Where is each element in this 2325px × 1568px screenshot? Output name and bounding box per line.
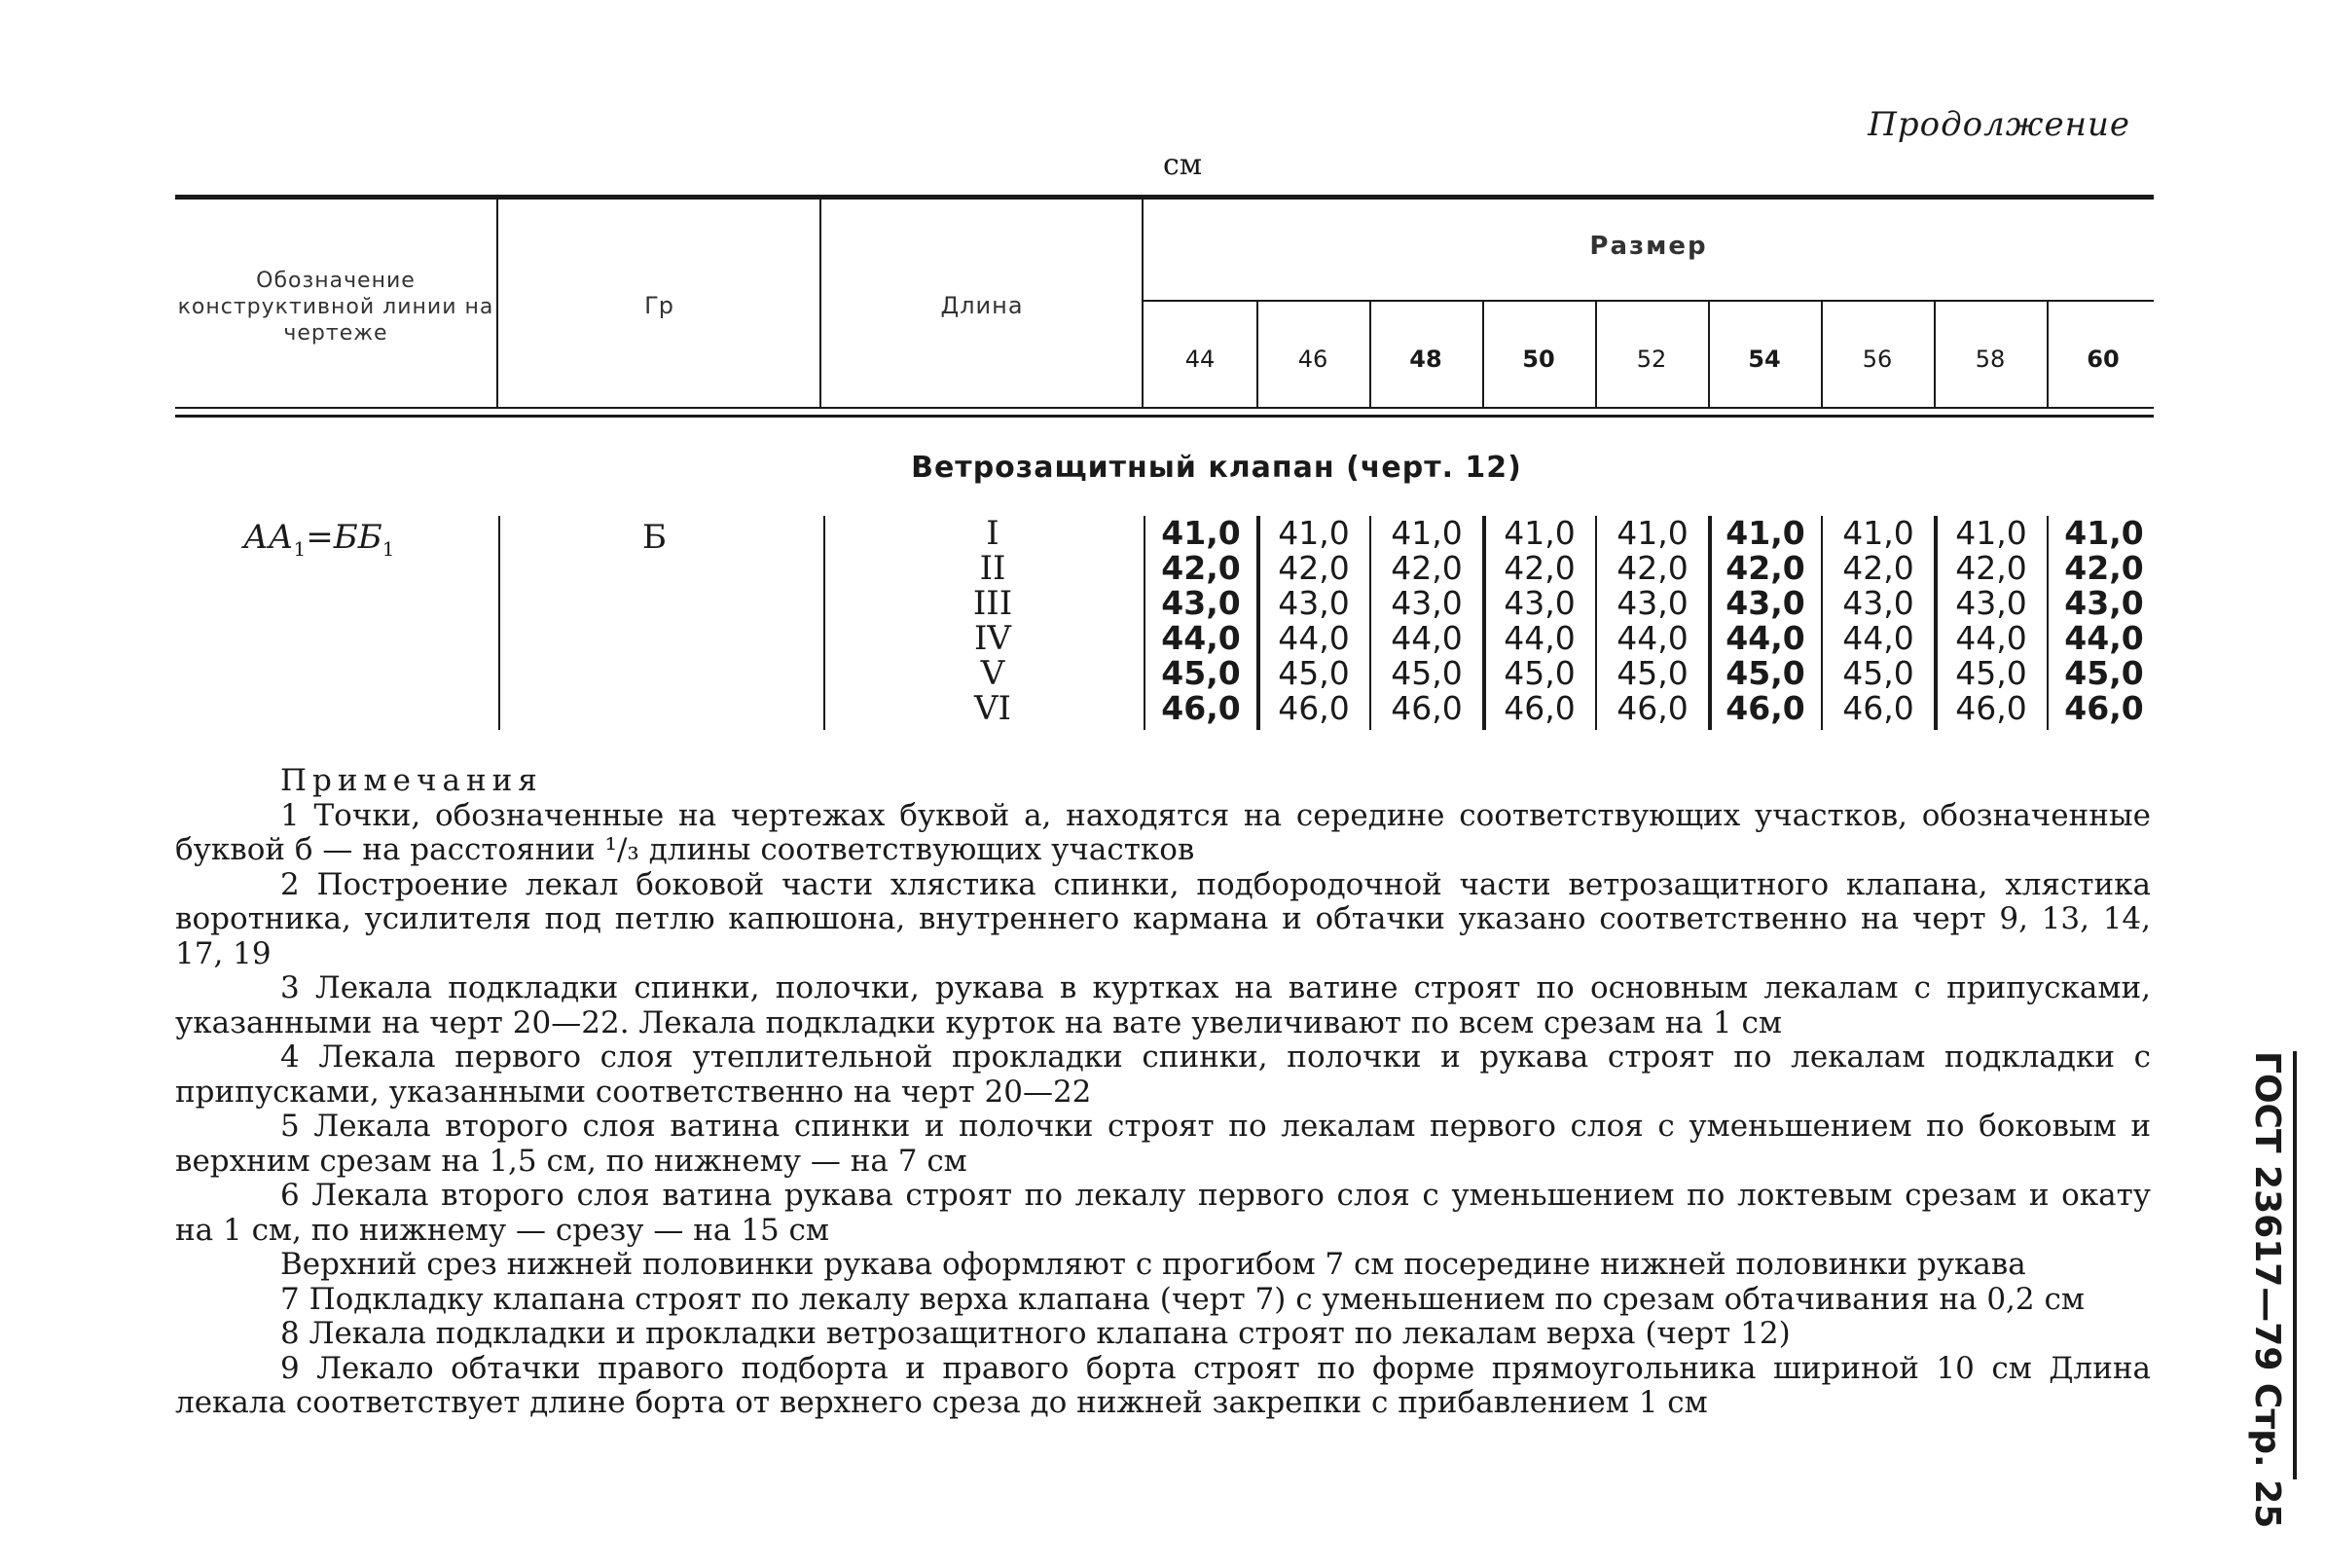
value-cell: 46,0 bbox=[1161, 689, 1241, 727]
size-header-rule bbox=[1144, 300, 2154, 302]
data-divider bbox=[1369, 516, 1371, 730]
continuation-label: Продолжение bbox=[1868, 105, 2130, 144]
size-divider bbox=[1256, 302, 1258, 407]
size-header-cell: 48 bbox=[1409, 346, 1442, 373]
value-cell: 43,0 bbox=[2064, 584, 2144, 622]
note-item: 4 Лекала первого слоя утеплительной прокладки спинки, полочки и рукава строят по лекалам подкладки с припусками, указанными соответственно на черт 20—22 bbox=[175, 1039, 2151, 1110]
size-divider bbox=[1482, 302, 1484, 407]
value-cell: 42,0 bbox=[1955, 549, 2027, 587]
length-cell: VI bbox=[974, 689, 1011, 728]
value-cell: 42,0 bbox=[1504, 549, 1576, 587]
size-divider bbox=[1708, 302, 1710, 407]
value-cell: 46,0 bbox=[1391, 689, 1463, 727]
note-item: 8 Лекала подкладки и прокладки ветрозащитного клапана строят по лекалам верха (черт 12) bbox=[280, 1316, 1791, 1351]
length-cell: V bbox=[980, 654, 1005, 693]
value-cell: 41,0 bbox=[1955, 514, 2027, 552]
header-growth: Гр bbox=[644, 292, 673, 319]
size-header-cell: 56 bbox=[1862, 346, 1893, 373]
size-header-cell: 60 bbox=[2087, 346, 2120, 373]
note-item: 5 Лекала второго слоя ватина спинки и полочки строят по лекалам первого слоя с уменьшением по боковым и верхним срезам на 1,5 см, по нижнему — на 7 см bbox=[175, 1109, 2151, 1179]
size-divider bbox=[1821, 302, 1823, 407]
table-top-rule bbox=[175, 195, 2154, 200]
value-cell: 44,0 bbox=[1617, 619, 1689, 657]
value-cell: 43,0 bbox=[1391, 584, 1463, 622]
note-item: 3 Лекала подкладки спинки, полочки, рукава в куртках на ватине строят по основным лекалам с припусками, указанными на черт 20—22. Лекала подкладки курток на вате увеличивают по всем срезам на 1 см bbox=[175, 970, 2151, 1040]
unit-label: см bbox=[1163, 148, 1203, 182]
value-column bbox=[1825, 516, 1932, 726]
value-cell: 44,0 bbox=[1842, 619, 1914, 657]
note-item: 7 Подкладку клапана строят по лекалу верха клапана (черт 7) с уменьшением по срезам обтачивания на 0,2 см bbox=[280, 1281, 2085, 1317]
value-cell: 44,0 bbox=[1504, 619, 1576, 657]
value-column bbox=[1938, 516, 2045, 726]
value-cell: 45,0 bbox=[1617, 654, 1689, 692]
value-cell: 45,0 bbox=[1504, 654, 1576, 692]
length-cell: IV bbox=[974, 619, 1011, 658]
value-cell: 41,0 bbox=[1726, 514, 1805, 552]
data-divider bbox=[1595, 516, 1597, 730]
value-cell: 41,0 bbox=[1842, 514, 1914, 552]
value-cell: 43,0 bbox=[1161, 584, 1241, 622]
size-divider bbox=[1934, 302, 1936, 407]
value-cell: 45,0 bbox=[2064, 654, 2144, 692]
value-cell: 44,0 bbox=[1161, 619, 1241, 657]
value-cell: 45,0 bbox=[1955, 654, 2027, 692]
value-cell: 44,0 bbox=[1391, 619, 1463, 657]
value-cell: 44,0 bbox=[1726, 619, 1805, 657]
value-cell: 43,0 bbox=[1842, 584, 1914, 622]
header-designation: Обозначение конструктивной линии на чертеже bbox=[177, 269, 494, 346]
data-divider bbox=[1821, 516, 1823, 730]
data-divider bbox=[498, 516, 500, 730]
value-cell: 42,0 bbox=[1842, 549, 1914, 587]
value-cell: 45,0 bbox=[1161, 654, 1241, 692]
notes bbox=[175, 764, 2151, 1421]
value-cell: 46,0 bbox=[1955, 689, 2027, 727]
value-cell: 44,0 bbox=[1278, 619, 1350, 657]
row-growth: Б bbox=[642, 518, 667, 557]
note-item: 9 Лекало обтачки правого подборта и правого борта строят по форме прямоугольника шириной 10 см Длина лекала соответствует длине борта от верхнего среза до нижней закрепки с прибавлением 1 см bbox=[175, 1350, 2151, 1420]
value-column bbox=[2051, 516, 2158, 726]
value-cell: 46,0 bbox=[1842, 689, 1914, 727]
header-bottom-rule bbox=[175, 407, 2154, 409]
size-header-cell: 50 bbox=[1522, 346, 1555, 373]
size-divider bbox=[1595, 302, 1597, 407]
data-divider bbox=[1144, 516, 1145, 730]
note-item: Верхний срез нижней половинки рукава оформляют с прогибом 7 см посередине нижней половинки рукава bbox=[280, 1247, 2026, 1282]
value-cell: 42,0 bbox=[1617, 549, 1689, 587]
size-divider bbox=[2047, 302, 2049, 407]
length-cell: II bbox=[979, 549, 1006, 588]
value-cell: 46,0 bbox=[1617, 689, 1689, 727]
value-cell: 46,0 bbox=[2064, 689, 2144, 727]
value-cell: 41,0 bbox=[2064, 514, 2144, 552]
value-cell: 43,0 bbox=[1278, 584, 1350, 622]
data-divider bbox=[823, 516, 825, 730]
size-header-cell: 44 bbox=[1184, 346, 1216, 373]
header-length: Длина bbox=[940, 292, 1024, 319]
length-cell: III bbox=[972, 584, 1013, 623]
header-size: Размер bbox=[1589, 232, 1708, 261]
value-cell: 41,0 bbox=[1391, 514, 1463, 552]
value-cell: 45,0 bbox=[1391, 654, 1463, 692]
value-cell: 46,0 bbox=[1504, 689, 1576, 727]
notes-list bbox=[175, 799, 2151, 1421]
value-column bbox=[1486, 516, 1593, 726]
value-cell: 45,0 bbox=[1278, 654, 1350, 692]
header-bottom-rule-double bbox=[175, 415, 2154, 418]
note-item: 1 Точки, обозначенные на чертежах буквой а, находятся на середине соответствующих участков, обозначенные буквой б — на расстоянии ¹/₃ длины соответствующих участков bbox=[175, 797, 2151, 867]
value-cell: 46,0 bbox=[1278, 689, 1350, 727]
value-cell: 42,0 bbox=[2064, 549, 2144, 587]
row-designation: $АА_1=ББ_1$ bbox=[243, 518, 395, 561]
value-cell: 41,0 bbox=[1278, 514, 1350, 552]
size-header-cell: 46 bbox=[1297, 346, 1328, 373]
value-cell: 44,0 bbox=[1955, 619, 2027, 657]
value-cell: 45,0 bbox=[1842, 654, 1914, 692]
value-cell: 46,0 bbox=[1726, 689, 1805, 727]
value-cell: 45,0 bbox=[1726, 654, 1805, 692]
side-label: ГОСТ 23617—79 Стр. 25 bbox=[2229, 1051, 2297, 1479]
value-cell: 42,0 bbox=[1161, 549, 1241, 587]
value-column bbox=[1373, 516, 1480, 726]
value-cell: 42,0 bbox=[1726, 549, 1805, 587]
note-item: 6 Лекала второго слоя ватина рукава строят по лекалу первого слоя с уменьшением по локтевым срезам и окату на 1 см, по нижнему — срезу — на 15 см bbox=[175, 1178, 2151, 1248]
size-header-cell: 52 bbox=[1636, 346, 1667, 373]
data-divider bbox=[2047, 516, 2049, 730]
value-cell: 42,0 bbox=[1391, 549, 1463, 587]
value-cell: 43,0 bbox=[1726, 584, 1805, 622]
value-column bbox=[1147, 516, 1254, 726]
length-cell: I bbox=[986, 514, 999, 553]
length-column bbox=[934, 516, 1051, 726]
value-column bbox=[1599, 516, 1706, 726]
size-header-cell: 58 bbox=[1975, 346, 2006, 373]
value-cell: 41,0 bbox=[1504, 514, 1576, 552]
value-cell: 41,0 bbox=[1161, 514, 1241, 552]
size-header-cell: 54 bbox=[1748, 346, 1781, 373]
value-column bbox=[1260, 516, 1367, 726]
value-cell: 41,0 bbox=[1617, 514, 1689, 552]
value-cell: 43,0 bbox=[1955, 584, 2027, 622]
value-cell: 44,0 bbox=[2064, 619, 2144, 657]
value-cell: 42,0 bbox=[1278, 549, 1350, 587]
value-column bbox=[1712, 516, 1819, 726]
section-title: Ветрозащитный клапан (черт. 12) bbox=[911, 451, 1522, 485]
notes-heading: Примечания bbox=[280, 763, 543, 798]
value-cell: 43,0 bbox=[1617, 584, 1689, 622]
size-divider bbox=[1369, 302, 1371, 407]
note-item: 2 Построение лекал боковой части хлястика спинки, подбородочной части ветрозащитного клапана, хлястика воротника, усилителя под петлю капюшона, внутреннего кармана и обтачки указано соответственно на черт 9, 13, 14, 17, 19 bbox=[175, 866, 2151, 971]
value-cell: 43,0 bbox=[1504, 584, 1576, 622]
